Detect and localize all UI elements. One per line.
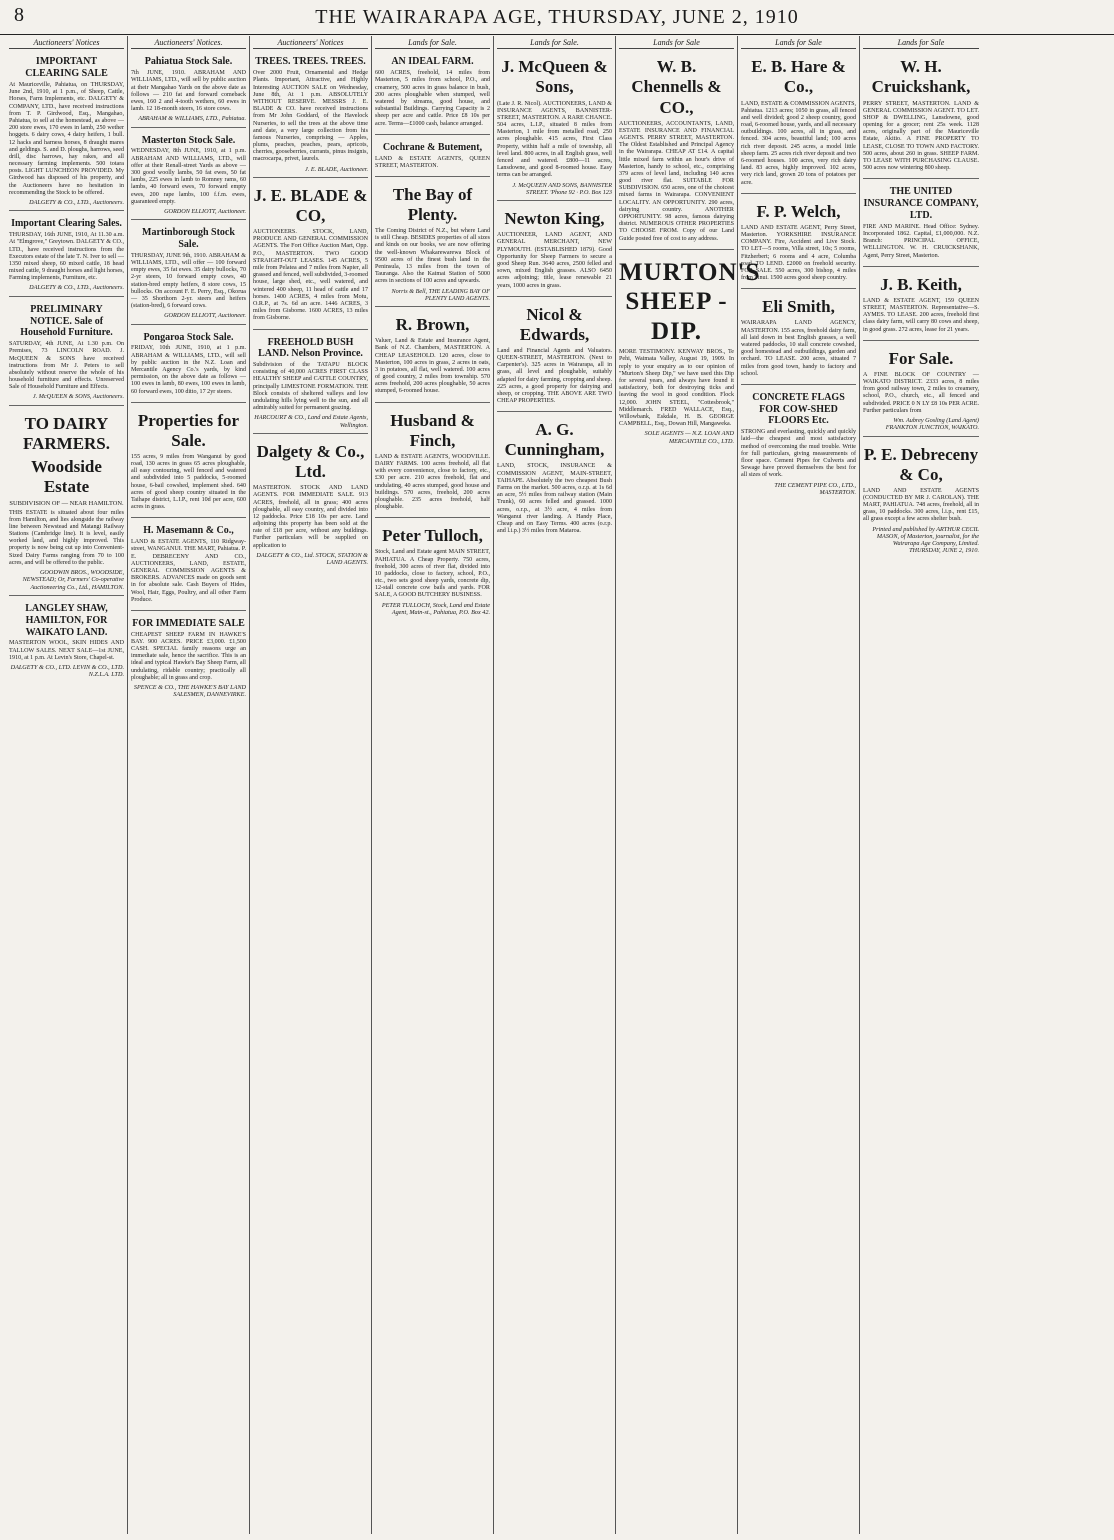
ad-title: Martinborough Stock Sale. [142, 227, 235, 251]
ad-title: Cochrane & Butement, [382, 141, 483, 153]
ad-title: Peter Tulloch, [382, 526, 483, 546]
ad-subtitle: SUBDIVISION OF — NEAR HAMILTON. [9, 499, 124, 507]
ad-body: A FINE BLOCK OF COUNTRY — WAIKATO DISTRICT. 2333 acres, 8 miles from good railway town, 2 miles to creamery, school, P.O., church, etc., all fenced and subdivided. PRICE 0 N LY £8 10s PER ACRE. Further particulars from [863, 371, 979, 414]
ad-body: LAND AND ESTATE AGENT, Perry Street, Masterton. YORKSHIRE INSURANCE COMPANY. Fire, Accident and Live Stock. TO LET—5 rooms, Villa street, 10s; 5 rooms, Fitzherbert; 6 rooms and 4 acre, Columba road. TO LEND. £2000 on freehold security. FOR SALE. 550 acres, 300 bishop, 4 miles from Tinui. 1500 acres good sheep country. [741, 224, 856, 282]
ad-body: LAND, ESTATE & COMMISSION AGENTS, Pahiatua. 1213 acres; 1050 in grass, all fenced and well divided; good 2 sheep country, good road, 6-roomed house, yards, and all necessary outbuildings. 100 acres, all in grass, and fenced. 304 acres, beautiful land; 100 acres rich river deposit. 245 acres, a model little sheep farm. 25 acres rich river deposit and two 6-roomed houses. 100 acres, very rich dairy land. 83 acres, highly improved. 102 acres, very rich land, grown 20 tons of potatoes per acre. [741, 100, 856, 186]
ad-title: E. B. Hare & Co., [751, 57, 846, 97]
ad-signature: PETER TULLOCH, Stock, Land and Estate Agent, Main-st., Pahiatua, P.O. Box 42. [381, 601, 490, 616]
advertisement [131, 52, 246, 127]
advertisement [131, 131, 246, 221]
ad-signature: DALGETY & CO., Ltd. STOCK, STATION & LAND AGENTS. [256, 551, 368, 567]
ad-body: LAND, STOCK, INSURANCE & COMMISSION AGENT, MAIN-STREET, TAIHAPE. Absolutely the two cheapest Bush Farms on the market. 500 acres, o.r.p. at 1s 6d an acre, 5½ miles from railway station (Main Trunk), 60 acres felled and grassed. 1000 acres, o.r.p., at 3½ acre, 4 miles from Wanganui river landing. A Handy Place, Cheap and on Easy Terms. 400 acres (o.r.p. and l.i.p.) 3½ miles from Mataroa. [497, 463, 612, 535]
ad-signature: GORDON ELLIOTT, Auctioneer. [164, 207, 246, 215]
advertisement [619, 52, 734, 249]
ad-title: LANGLEY SHAW, HAMILTON, FOR WAIKATO LAND. [25, 602, 108, 638]
ad-signature: DALGETY & CO., LTD., Auctioneers. [29, 284, 124, 292]
ad-title: W. H. Cruickshank, [871, 57, 971, 97]
ad-signature: HARCOURT & CO., Land and Estate Agents, Wellington. [254, 414, 368, 429]
ad-title: CONCRETE FLAGS FOR COW-SHED FLOORS Etc. [752, 391, 845, 427]
ad-title: J. E. BLADE & CO, [253, 185, 368, 226]
page-number: 8 [14, 4, 24, 26]
ad-body: LAND & ESTATE AGENTS, QUEEN STREET, MASTERTON. [375, 155, 490, 169]
newspaper-page [6, 36, 1108, 1534]
advertisement [863, 52, 979, 179]
column-heading: Lands for Sale. [497, 38, 612, 49]
ad-body: 7th JUNE, 1910. ABRAHAM AND WILLIAMS, LTD., will sell by public auction at their Mangahao Yards on the above date as follows — 210 fat and forward comeback ewes, 160 2 and 4-tooth wethers, 60 ewes in lamb. 12 18-month steers, 16 store cows. [131, 70, 246, 113]
ad-title: Eli Smith, [762, 297, 835, 317]
ad-body: STRONG and everlasting, quickly and quickly laid—the cheapest and most satisfactory method of overcoming the mud trouble. Write for full particulars, giving measurements of floor space. Cement Pipes for Culverts and Sewage have proved themselves the best for all sizes of work. [741, 429, 856, 479]
ad-body: Valuer, Land & Estate and Insurance Agent, Bank of N.Z. Chambers, MASTERTON. A CHEAP LEASEHOLD. 120 acres, close to Masterton, 100 acres in grass, 2 acres in oats, 3 in potatoes, all flat, well watered. 100 acres of good country, 2 miles from township. 570 acres freehold, 200 acres ploughable, 50 acres stumped, 6-roomed house. [375, 338, 490, 395]
column-heading: Lands for Sale [741, 38, 856, 49]
ad-title: Newton King, [504, 209, 605, 229]
ad-body: LAND AND ESTATE AGENTS (CONDUCTED BY MR J. CAROLAN). THE MART, PAHIATUA. 748 acres, freehold, all in grass, 10 paddocks. 300 acres, l.i.p., rent £15, all grass except a few acres shelter bush. [863, 487, 979, 523]
ad-title: Pongaroa Stock Sale. [143, 331, 234, 343]
advertisement [9, 409, 124, 596]
column-5 [494, 36, 616, 1534]
ad-title: MURTON'S SHEEP - DIP. [619, 258, 761, 345]
ad-title: IMPORTANT CLEARING SALE [25, 56, 108, 80]
advertisement [375, 521, 490, 620]
advertisement [253, 181, 368, 330]
column-heading: Auctioneers' Notices [9, 38, 124, 49]
ad-title: For Sale. [888, 348, 954, 368]
column-8 [860, 36, 982, 1534]
column-3 [250, 36, 372, 1534]
ad-body: FRIDAY, 10th JUNE, 1910, at 1 p.m. ABRAHAM & WILLIAMS, LTD., will sell by public auction in the N.Z. Loan and Mercantile Agency Co.'s yards, by kind permission, on the above date as follows — 100 ewes in lamb, 80 ewes, 100 ewes in lamb, 60 forward ewes, 100 ditto, 17 2yr steers. [131, 345, 246, 395]
ad-body: FIRE AND MARINE. Head Office: Sydney. Incorporated 1862. Capital, £1,000,000. N.Z. Branch: PRINCIPAL OFFICE, WELLINGTON. W. H. CRUICKSHANK, Agent, Perry Street, Masterton. [863, 223, 979, 259]
ad-body: The Coming District of N.Z., but where Land is still Cheap. BESIDES properties of all sizes and kinds on our books, we are now offering the well-known Whakarewarewa Block of 9500 acres of the finest bush land in the Peninsula, 13 miles from the town of Tauranga. Also the Kaimai Station of 5000 acres in sections of 100 acres and upwards. [375, 228, 490, 285]
ad-body: Subdivision of the TATAPU BLOCK consisting of 40,000 ACRES FIRST CLASS HEALTHY SHEEP and CATTLE COUNTRY, principally LIMESTONE FORMATION. THE Block consists of sheltered valleys and low undulating hills lying well to the sun, and all admirably suited for permanent grazing. [253, 362, 368, 412]
ad-body: LAND & ESTATE AGENT, 159 QUEEN STREET, MASTERTON. Representative—S. AYMES. TO LEASE. 200 acres, freehold first class dairy farm, will carry 80 cows and sheep, in good grass. 272 acres, lease for 21 years. [863, 297, 979, 333]
ad-title: Important Clearing Sales. [11, 218, 122, 230]
advertisement [863, 344, 979, 437]
ad-signature: J. McQUEEN AND SONS, BANNISTER STREET. 'Phone 92 · P.O. Box 123 [512, 181, 612, 196]
ad-body: (Late J. R. Nicol). AUCTIONEERS, LAND & INSURANCE AGENTS, BANNISTER-STREET, MASTERTON. A RARE CHANCE. 504 acres, L.I.P., situated 8 miles from Masterton, 1 mile from metalled road, 250 acres ploughable. 415 acres, First Class Property, within half a mile of township, all level land. 800 acres, in all English grass, well fenced and watered. £800—11 acres, Lansdowne, and good 8-roomed house. Easy terms can be arranged. [497, 100, 612, 179]
advertisement [741, 292, 856, 385]
ad-title: TO DAIRY FARMERS. [22, 413, 111, 453]
ad-body: PERRY STREET, MASTERTON. LAND & GENERAL COMMISSION AGENT. TO LET. SHOP & DWELLING, Lansdowne, good opening for a grocer; rent 25s week. 1128 acres, originally part of the Mauriceville Estate, Akitio. A FINE PROPERTY TO LEASE, CLOSE TO TOWN AND FACTORY. 500 acres, about 260 in grass. SHEEP FARM. TO LEASE WITH PURCHASING CLAUSE. 500 acres now wintering 800 sheep. [863, 100, 979, 172]
advertisement [375, 310, 490, 403]
ad-body: AUCTIONEERS, ACCOUNTANTS, LAND, ESTATE INSURANCE AND FINANCIAL AGENTS. PERRY STREET, MASTERTON. The Oldest Established and Principal Agency in the Wairarapa. CHEAP AT £14. A capital little mixed farm within an hour's drive of Masterton, handy to school, etc., comprising 379 acres of level land, including 140 acres good river flat. SUITABLE FOR SUBDIVISION. 650 acres, one of the choicest mixed farms in Wairarapa. CONVENIENT LOCALITY. AN OPPORTUNITY. 290 acres, dairying country. ANOTHER OPPORTUNITY. 98 acres, famous dairying district. NUMEROUS OTHER PROPERTIES TO CHOOSE FROM. Copy of our Land Guide posted free of cost to any address. [619, 120, 734, 242]
ad-body: CHEAPEST SHEEP FARM IN HAWKE'S BAY. 900 ACRES. PRICE £3,000. £1,500 CASH. SPECIAL family reasons urge an immediate sale, hence the sacrifice. This is an ideal and typical Hawke's Bay Sheep Farm, all undulating, ridable country; practically all ploughable; all in grass and crop. [131, 631, 246, 681]
ad-body: MASTERTON. STOCK AND LAND AGENTS. FOR IMMEDIATE SALE. 913 ACRES, freehold, all in grass; 400 acres ploughable, all easy country, and divided into 12 paddocks. Price £18 10s per acre. Land adjoining this property has been sold at the rate of £18 per acre, without any buildings. Further particulars will be supplied on application to [253, 485, 368, 549]
ad-signature: Printed and published by ARTHUR CECIL MASON, of Masterton, journalist, for the Wairarapa Age Company, Limited. THURSDAY, JUNE 2, 1910. [872, 525, 979, 555]
ad-signature: ABRAHAM & WILLIAMS, LTD., Pahiatua. [138, 115, 246, 123]
advertisement [375, 180, 490, 307]
ad-signature: DALGETY & CO., LTD., Auctioneers. [29, 199, 124, 207]
ad-title: Husband & Finch, [390, 410, 475, 450]
column-heading: Lands for Sale [863, 38, 979, 49]
advertisement [9, 599, 124, 683]
column-1 [6, 36, 128, 1534]
ad-body: MASTERTON WOOL, SKIN HIDES AND TALLOW SALES. NEXT SALE—1st JUNE, 1910, at 1 p.m. At Levin's Store, Chapel-st. [9, 640, 124, 661]
ad-body: THURSDAY, JUNE 9th, 1910. ABRAHAM & WILLIAMS, LTD., will offer — 100 forward empty ewes, 35 fat ewes. 35 dairy bullocks, 70 2-yr steers, 10 forward empty cows, 40 station-bred empty heifers, 8 store cows, 15 bullocks. On account F. E. Perry, Esq., Okorua — 35 Shorthorn 2-yr. steers and heifers (station-bred), 6 forward cows. [131, 252, 246, 310]
ad-title: Pahiatua Stock Sale. [144, 56, 233, 68]
ad-title: W. B. Chennells & CO., [631, 57, 722, 117]
ad-title: R. Brown, [395, 315, 470, 335]
advertisement [375, 52, 490, 134]
advertisement [131, 328, 246, 403]
advertisement [863, 440, 979, 559]
ad-body: AUCTIONEERS. STOCK, LAND, PRODUCE AND GENERAL COMMISSION AGENTS. The Fort Office Auction Mart, Opp. P.O., MASTERTON. TWO GOOD STRAIGHT-OUT LEASES. 145 ACRES, 5 mile from Pelatea and 7 miles from Napier, all grassed and fenced, well subdivided, 3-roomed house, large shed, etc., well watered, and wintered 400 sheep, 11 head of cattle and 17 horses. 1400 ACRES, 4 miles from Motu, O.R.P., at 7s. 6d an acre. 1446 ACRES, 3 miles from Gisborne. 1600 ACRES, 13 miles from Gisborne. [253, 229, 368, 322]
advertisement [253, 437, 368, 570]
ad-body: 155 acres, 9 miles from Wanganui by good road, 130 acres in grass 65 acres ploughable, all easy contouring, well fenced and watered and subdivided into 5 paddocks, 5-roomed house, 6-bail cowshed, implement shed. 640 acres of good sheep country situated in the Taihape district, L.I.P., rent 10d per acre, 600 acres in grass. [131, 453, 246, 511]
advertisement [9, 214, 124, 296]
advertisement [9, 300, 124, 406]
advertisement [497, 52, 612, 201]
advertisement [375, 406, 490, 519]
ad-body: WAIRARAPA LAND AGENCY, MASTERTON. 155 acres, freehold dairy farm, all laid down in best English grasses, a well watered paddocks, 10 stall concrete cowshed, good homestead and outbuildings, garden and orchard. TO LEASE. 200 acres, situated 7 miles from good town, handy to factory and school. [741, 320, 856, 377]
ad-body: WEDNESDAY, 8th JUNE, 1910, at 1 p.m. ABRAHAM AND WILLIAMS, LTD., will offer at their Renall-street Yards as above — 300 good woolly lambs, 50 fat ewes, 50 fat lambs, 225 ewes in lamb to Romney rams, 60 lambs, 40 forward ewes, 70 forward empty ewes, 200 rape lambs, 100 f.f.m. ewes, guaranteed empty. [131, 148, 246, 205]
advertisement [863, 270, 979, 341]
advertisement [497, 300, 612, 413]
ad-title: J. B. Keith, [880, 274, 962, 294]
ad-headline: Woodside Estate [31, 456, 102, 496]
ad-title: FOR IMMEDIATE SALE [132, 617, 245, 629]
ad-body: Stock, Land and Estate agent MAIN STREET, PAHIATUA. A Cheap Property. 750 acres, freehold, 300 acres of river flat, divided into 10 paddocks, close to factory, school, P.O., etc., two sets good sheep yards, concrete dip, 12-stall concrete cow bails and yards. FOR SALE, A GOOD BUTCHERY BUSINESS. [375, 549, 490, 599]
ad-signature: GORDON ELLIOTT, Auctioneer. [164, 312, 246, 320]
ad-title: J. McQueen & Sons, [501, 57, 608, 97]
ad-title: Masterton Stock Sale. [141, 134, 236, 146]
advertisement [9, 52, 124, 211]
column-6 [616, 36, 761, 1534]
ad-signature: J. McQUEEN & SONS, Auctioneers. [32, 393, 124, 401]
ad-title: TREES. TREES. TREES. [255, 56, 366, 68]
column-2 [128, 36, 250, 1534]
ad-body: Land and Financial Agents and Valuators. QUEEN-STREET, MASTERTON. (Next to Carpenter's). 325 acres in Wairarapa, all in grass, all level and ploughable, suitably adapted for dairy farming, cropping and sheep. 225 acres, a good property for dairying and sheep, or cropping. THE ABOVE ARE TWO CHEAP PROPERTIES. [497, 347, 612, 405]
ad-title: PRELIMINARY NOTICE. Sale of Household Furniture. [20, 303, 113, 339]
ad-body: AUCTIONEER, LAND AGENT, AND GENERAL MERCHANT, NEW PLYMOUTH. (ESTABLISHED 1879). Good Opportunity for Sheep Farmers to secure a good Sheep Run. 3640 acres, 2500 felled and sown, mixed English grasses. ALSO 6450 acres adjoining; title, lease renewable 21 years, 1000 acres in grass. [497, 232, 612, 289]
advertisement [619, 253, 761, 449]
ad-title: F. P. Welch, [756, 201, 841, 221]
column-4 [372, 36, 494, 1534]
ad-signature: Wm. Aubrey Gosling (Land Agent) FRANKTON JUNCTION, WAIKATO. [885, 416, 979, 432]
masthead [0, 0, 1114, 35]
ad-signature: J. E. BLADE, Auctioneer. [305, 165, 368, 173]
ad-body: THIS ESTATE is situated about four miles from Hamilton, and lies alongside the railway line between Newstead and Matangi Railway Stations (Cambridge line). It is level, easily worked land, and highly improved. This property is now being cut up into Convenient-Sized Dairy Farms ranging from 70 to 100 acres, and will be offered to the public. [9, 509, 124, 566]
advertisement [253, 52, 368, 178]
ad-body: Over 2000 Fruit, Ornamental and Hedge Plants. Important, Attractive, and Highly Interesting AUCTION SALE on Wednesday, June 8th, At 1 p.m. ABSOLUTELY WITHOUT RESERVE. MESSRS J. E. BLADE & CO. have received instructions from Mr John Goddard, of the Havelock Nurseries, to sell the trees at the above time and date, a very large collection from his famous Nurseries, comprising — Apples, plums, peaches, peaches, pears, apricots, cherries, gooseberries, currants, pinus insignis, macrocarpa, privet, laurels. [253, 70, 368, 163]
ad-body: THURSDAY, 16th JUNE, 1910, At 11.30 a.m. At "Elmgrove," Greytown. DALGETY & CO., LTD., have received instructions from the Executors estate of the late T. N. Iver to sell — 1350 mixed sheep, 60 mixed cattle, 18 head mixed cattle, 9 draught horses and light horses, Farming implements, Furniture, etc. [9, 232, 124, 282]
advertisement [741, 52, 856, 193]
ad-title: THE UNITED INSURANCE COMPANY, LTD. [863, 186, 979, 221]
ad-title: P. E. Debreceny & Co, [863, 444, 979, 484]
ad-title: Properties for Sale. [137, 410, 240, 450]
advertisement [741, 197, 856, 290]
ad-body: MORE TESTIMONY. KENWAY BROS., Te Pehi, Waimata Valley, August 19, 1909. In reply to your enquiry as to our opinion of "Murton's Sheep Dip," we have used this Dip for several years, and always have found it satisfactory, both for destroying ticks and leaving the wool in good condition. Flock 12,000. JOHN STEEL, "Cottesbrook," Middlemarch. FRED WALLACE, Esq., Willowbank, Eskdale, H. B. GEORGE CAMPBELL, Esq., Dowan Hill, Mangaweka. [619, 349, 734, 428]
advertisement [497, 204, 612, 297]
ad-title: Nicol & Edwards, [519, 304, 590, 344]
advertisement [131, 614, 246, 703]
ad-signature: GOODWIN BROS., WOODSIDE, NEWSTEAD; Or, Farmers' Co-operative Auctioneering Co., Ltd., HAMILTON. [22, 569, 124, 591]
ad-title: A. G. Cunningham, [504, 420, 605, 460]
column-heading: Auctioneers' Notices [253, 38, 368, 49]
column-heading: Lands for Sale [619, 38, 734, 49]
advertisement [253, 333, 368, 435]
ad-body: At Mauriceville, Pahiatua, on THURSDAY, June 2nd, 1910, at 1 p.m., of Sheep, Cattle, Horses, Farm Implements, etc. DALGETY & COMPANY, LTD., have received instructions from T. P. Girdwood, Esq., Mangahao, Pahiatua, to sell at the homestead, as above — 200 store ewes, 170 ewes in lamb, 250 wether hoggets. 6 dairy cows, 4 dairy heifers, 1 bull. 12 hacks and harness horses, 8 draught mares and geldings. S. and D. ploughs, harrows, seed drill, disc harrows, hay rakes, and all necessary farming implements. 500 totara posts. LIGHT LUNCHEON PROVIDED. My Girdwood has disposed of his property, and the Auctioneers have no hesitation in recommending the Stock to be offered. [9, 82, 124, 196]
ad-signature: SOLE AGENTS — N.Z. LOAN AND MERCANTILE CO., LTD. [644, 430, 734, 445]
column-7 [738, 36, 860, 1534]
advertisement [741, 388, 856, 500]
ad-signature: THE CEMENT PIPE CO., LTD., MASTERTON. [774, 481, 856, 496]
ad-body: LAND & ESTATE AGENTS, 110 Ridgway-street, WANGANUI. THE MART, Pahiatua. P. E. DEBRECENY AND CO., AUCTIONEERS, LAND, ESTATE, GENERAL COMMISSION AGENTS & BROKERS. ADVANCES made on goods sent in for absolute sale. Cash Buyers of Hides, Wool, Hair, Eggs, Poultry, and all other Farm Produce. [131, 539, 246, 603]
column-heading: Lands for Sale. [375, 38, 490, 49]
ad-title: H. Masemann & Co., [143, 525, 234, 537]
advertisement [131, 521, 246, 610]
newspaper-title: THE WAIRARAPA AGE, THURSDAY, JUNE 2, 1910 [315, 6, 799, 28]
ad-signature: DALGETY & CO., LTD. LEVIN & CO., LTD. N.Z.L.A. LTD. [10, 663, 124, 679]
advertisement [497, 415, 612, 541]
advertisement [131, 406, 246, 519]
ad-body: LAND & ESTATE AGENTS, WOODVILLE. DAIRY FARMS. 100 acres freehold, all flat with every convenience, close to factory, etc., £30 per acre. 210 acres freehold, flat and undulating, 40 acres stumped, good house and buildings. 570 acres, freehold, 200 acres ploughable. 235 acres freehold, half ploughable. [375, 453, 490, 511]
ad-body: 600 ACRES, freehold, 14 miles from Masterton, 5 miles from school, P.O., and creamery, 500 acres in grass balance in bush, 200 acres ploughable when stumped, well watered by streams, good house, and substantial Buildings. Carrying Capacity is 2 sheep per acre and cattle. Price £8 10s per acre. Terms—£1000 cash, balance arranged. [375, 70, 490, 127]
advertisement [375, 138, 490, 177]
advertisement [131, 223, 246, 324]
ad-title: FREEHOLD BUSH LAND. Nelson Province. [258, 336, 363, 360]
advertisement [863, 182, 979, 266]
ad-body: SATURDAY, 4th JUNE, At 1.30 p.m. On Premises, 73 LINCOLN ROAD. J. McQUEEN & SONS have received instructions from Mr J. Peters to sell absolutely without reserve the whole of his household furniture and effects. Unreserved Sale of Household Furniture and Effects. [9, 341, 124, 391]
ad-title: The Bay of Plenty. [392, 184, 473, 224]
column-heading: Auctioneers' Notices. [131, 38, 246, 49]
ad-title: Dalgety & Co., Ltd. [256, 442, 365, 482]
ad-signature: SPENCE & CO., THE HAWKE'S BAY LAND SALESMEN, DANNEVIRKE. [133, 683, 246, 699]
ad-signature: Norris & Bell, THE LEADING BAY OF PLENTY LAND AGENTS. [391, 287, 490, 302]
ad-title: AN IDEAL FARM. [391, 56, 474, 68]
